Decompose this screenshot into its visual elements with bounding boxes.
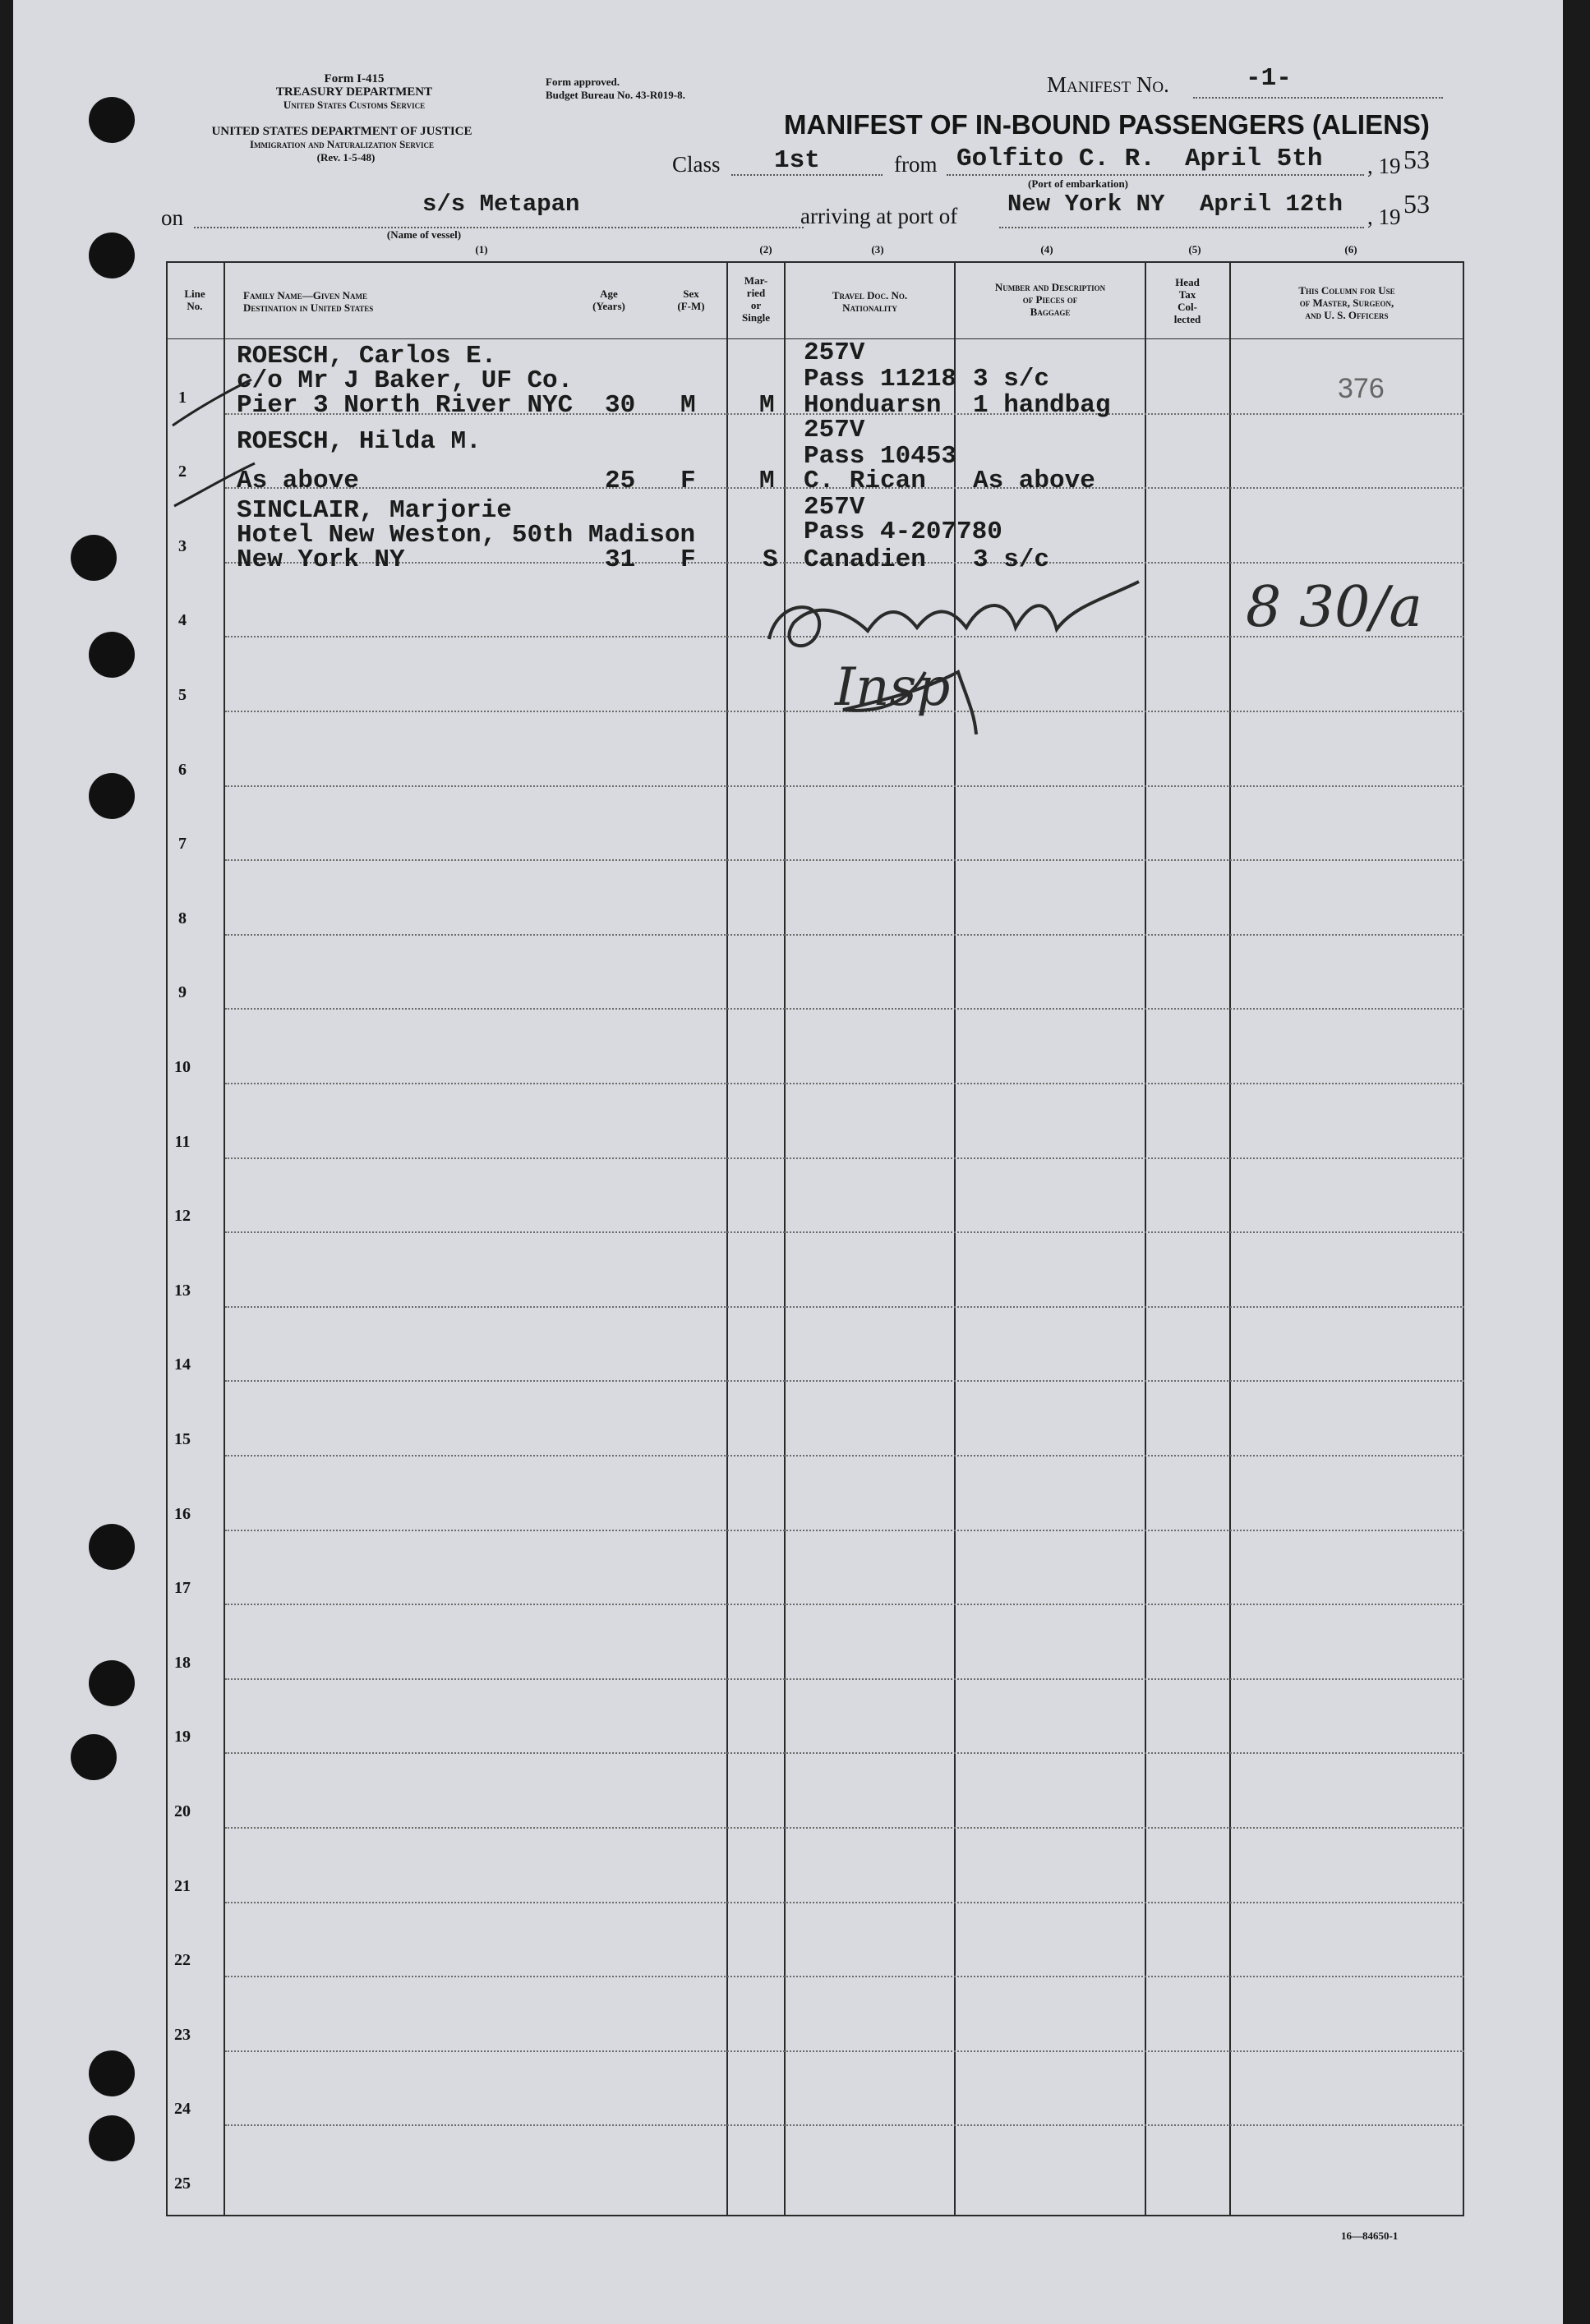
line-number: 10	[174, 1058, 191, 1076]
line-number: 9	[178, 983, 187, 1001]
customs-service: United States Customs Service	[283, 99, 426, 111]
column-number-2: (2)	[759, 243, 772, 255]
arrival-date: April 12th	[1200, 191, 1343, 218]
passenger-3-address-1: Hotel New Weston, 50th Madison	[237, 521, 696, 550]
binder-hole	[71, 1734, 117, 1780]
passenger-1-sex: M	[680, 391, 696, 420]
binder-hole	[89, 2115, 135, 2161]
row-separator	[225, 785, 1464, 787]
departure-date: April 5th	[1185, 145, 1323, 173]
passenger-1-officer-note: 376	[1338, 373, 1385, 404]
manifest-sheet	[13, 0, 1563, 2324]
row-separator	[225, 1306, 1464, 1308]
header-head-tax: Head Tax Col- lected	[1173, 276, 1201, 325]
row-separator	[225, 1752, 1464, 1754]
row-separator	[225, 1455, 1464, 1457]
from-label: from	[894, 152, 938, 177]
form-id: Form I-415	[324, 72, 385, 85]
on-label: on	[161, 205, 183, 230]
print-code: 16—84650-1	[1341, 2230, 1399, 2242]
header-marital: Mar- ried or Single	[742, 274, 770, 324]
line-number: 21	[174, 1877, 191, 1895]
passenger-1-doc-1: 257V	[804, 338, 865, 367]
header-travel-doc: Travel Doc. No. Nationality	[832, 289, 908, 314]
line-number: 6	[178, 761, 187, 779]
passenger-3-baggage-1: 3 s/c	[973, 545, 1050, 574]
treasury-dept: TREASURY DEPARTMENT	[275, 85, 433, 99]
line-number: 8	[178, 909, 187, 927]
passenger-1-age: 30	[605, 391, 636, 420]
header-sex: Sex (F-M)	[677, 288, 705, 312]
line-number: 18	[174, 1654, 191, 1672]
vessel-caption: (Name of vessel)	[386, 228, 462, 241]
manifest-title: MANIFEST OF IN-BOUND PASSENGERS (ALIENS)	[784, 109, 1430, 140]
manifest-no-label: Manifest No.	[1047, 72, 1169, 97]
line-number: 19	[174, 1728, 191, 1746]
passenger-2-nationality: C. Rican	[804, 467, 926, 495]
officer-time: 8 30/a	[1246, 575, 1422, 640]
row-separator	[225, 2050, 1464, 2052]
budget-bureau: Budget Bureau No. 43-R019-8.	[546, 89, 685, 101]
line-number: 12	[174, 1207, 191, 1225]
passenger-2-doc-2: Pass 10453	[804, 442, 957, 471]
line-number: 16	[174, 1505, 191, 1523]
line-number: 15	[174, 1430, 191, 1448]
passenger-3-age: 31	[605, 545, 636, 574]
arriving-label: arriving at port of	[800, 204, 958, 228]
line-number: 2	[178, 462, 187, 481]
vessel-name: s/s Metapan	[422, 191, 580, 218]
line-number: 7	[178, 835, 187, 853]
passenger-1-nationality: Honduarsn	[804, 391, 942, 420]
header-name-destination: Family Name—Given Name Destination in United States	[243, 289, 374, 314]
class-label: Class	[672, 152, 721, 177]
column-number-6: (6)	[1344, 243, 1357, 255]
manifest-no-value: -1-	[1246, 64, 1292, 93]
binder-hole	[71, 535, 117, 581]
departure-year: 53	[1403, 145, 1430, 174]
justice-dept: UNITED STATES DEPARTMENT OF JUSTICE	[211, 125, 472, 138]
binder-hole	[89, 97, 135, 143]
embarkation-caption: (Port of embarkation)	[1027, 177, 1129, 190]
line-number: 17	[174, 1579, 191, 1597]
row-separator	[225, 934, 1464, 936]
passenger-3-address-2: New York NY	[237, 545, 405, 574]
immigration-service: Immigration and Naturalization Service	[249, 138, 435, 150]
row-separator	[225, 1678, 1464, 1680]
passenger-2-age: 25	[605, 467, 636, 495]
class-value: 1st	[774, 146, 820, 175]
row-separator	[225, 1380, 1464, 1382]
passenger-2-sex: F	[680, 467, 696, 495]
passenger-1-marital: M	[759, 391, 775, 420]
binder-hole	[89, 232, 135, 278]
column-number-3: (3)	[871, 243, 884, 255]
departure-year-prefix: , 19	[1367, 154, 1401, 178]
arrival-year: 53	[1403, 189, 1430, 219]
row-separator	[225, 1604, 1464, 1605]
row-separator	[225, 1976, 1464, 1977]
passenger-2-marital: M	[759, 467, 775, 495]
line-number: 20	[174, 1802, 191, 1820]
passenger-1-baggage-1: 3 s/c	[973, 365, 1050, 393]
passenger-3-marital: S	[763, 545, 778, 574]
row-separator	[225, 1530, 1464, 1531]
port-of-embarkation: Golfito C. R.	[956, 145, 1155, 173]
row-separator	[225, 1902, 1464, 1903]
row-separator	[225, 1008, 1464, 1010]
inspector-signature-scribble	[761, 549, 1172, 762]
column-number-5: (5)	[1188, 243, 1201, 255]
passenger-3-nationality: Canadien	[804, 545, 926, 574]
row-separator	[225, 1827, 1464, 1829]
passenger-1-baggage-2: 1 handbag	[973, 391, 1111, 420]
line-number: 3	[178, 537, 187, 555]
line-number: 1	[178, 389, 187, 407]
arrival-port: New York NY	[1007, 191, 1165, 218]
form-revision: (Rev. 1-5-48)	[316, 151, 376, 163]
row-separator	[225, 1083, 1464, 1084]
arrival-year-prefix: , 19	[1367, 205, 1401, 229]
passenger-3-sex: F	[680, 545, 696, 574]
line-number: 24	[174, 2100, 191, 2118]
binder-hole	[89, 773, 135, 819]
header-baggage: Number and Description of Pieces of Baggage	[994, 281, 1106, 318]
form-approved: Form approved.	[546, 76, 620, 88]
line-number: 13	[174, 1282, 191, 1300]
header-line-no: Line No.	[184, 288, 205, 312]
passenger-1-name: ROESCH, Carlos E.	[237, 342, 497, 370]
header-officer-use: This Column for Use of Master, Surgeon, and U. S. Officers	[1298, 284, 1395, 321]
binder-hole	[89, 2050, 135, 2096]
row-separator	[225, 2124, 1464, 2126]
passenger-1-address-1: c/o Mr J Baker, UF Co.	[237, 366, 574, 395]
check-marks	[169, 361, 268, 526]
binder-hole	[89, 1660, 135, 1706]
row-separator	[225, 859, 1464, 861]
line-number: 22	[174, 1951, 191, 1969]
row-separator	[225, 1231, 1464, 1233]
binder-hole	[89, 1524, 135, 1570]
passenger-3-doc-2: Pass 4-207780	[804, 518, 1002, 546]
column-number-4: (4)	[1040, 243, 1053, 255]
passenger-2-doc-1: 257V	[804, 416, 865, 444]
line-number: 14	[174, 1355, 191, 1374]
line-number: 4	[178, 611, 187, 629]
header-age: Age (Years)	[592, 288, 625, 312]
passenger-1-address-2: Pier 3 North River NYC	[237, 391, 574, 420]
inspector-title: Insp	[835, 657, 951, 718]
line-number: 5	[178, 686, 187, 704]
line-number: 25	[174, 2174, 191, 2193]
column-number-1-top: (1)	[475, 243, 488, 255]
passenger-2-name: ROESCH, Hilda M.	[237, 427, 482, 456]
row-separator	[225, 1157, 1464, 1159]
passenger-3-name: SINCLAIR, Marjorie	[237, 496, 512, 525]
passenger-1-doc-2: Pass 11218	[804, 365, 957, 393]
passenger-2-baggage-1: As above	[973, 467, 1095, 495]
line-number: 11	[174, 1133, 191, 1151]
binder-hole	[89, 632, 135, 678]
line-number: 23	[174, 2026, 191, 2044]
passenger-3-doc-1: 257V	[804, 493, 865, 522]
passenger-2-address-1: As above	[237, 467, 359, 495]
